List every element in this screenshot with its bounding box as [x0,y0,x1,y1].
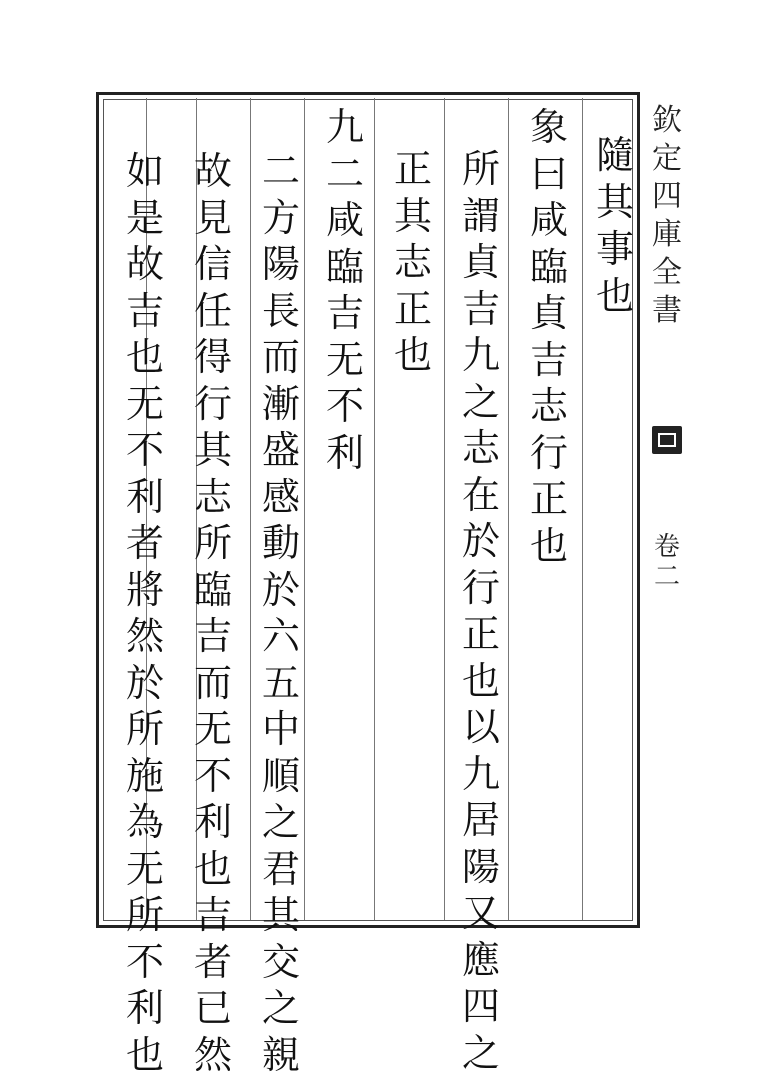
text-column: 象曰咸臨貞吉志行正也 [529,105,568,568]
column-rule [304,98,305,920]
text-column: 隨其事也 [595,133,634,318]
column-rule [250,98,251,920]
column-rule [508,98,509,920]
text-column: 故見信任得行其志所臨吉而无不利也吉者已然 [193,149,232,1077]
text-column: 所謂貞吉九之志在於行正也以九居陽又應四之 [461,147,500,1075]
text-column: 正其志正也 [393,147,432,377]
column-rule [582,98,583,920]
collection-title: 欽定四庫全書 [652,103,682,328]
column-rule [444,98,445,920]
volume-label: 卷二 [653,532,680,592]
text-column: 如是故吉也无不利者將然於所施為无所不利也 [125,149,164,1077]
text-column: 二方陽長而漸盛感動於六五中順之君其交之親 [261,149,300,1077]
column-rule [374,98,375,920]
text-column: 九二咸臨吉无不利 [325,105,364,475]
page-margin [642,96,692,930]
fishtail-mark-icon [652,426,682,454]
